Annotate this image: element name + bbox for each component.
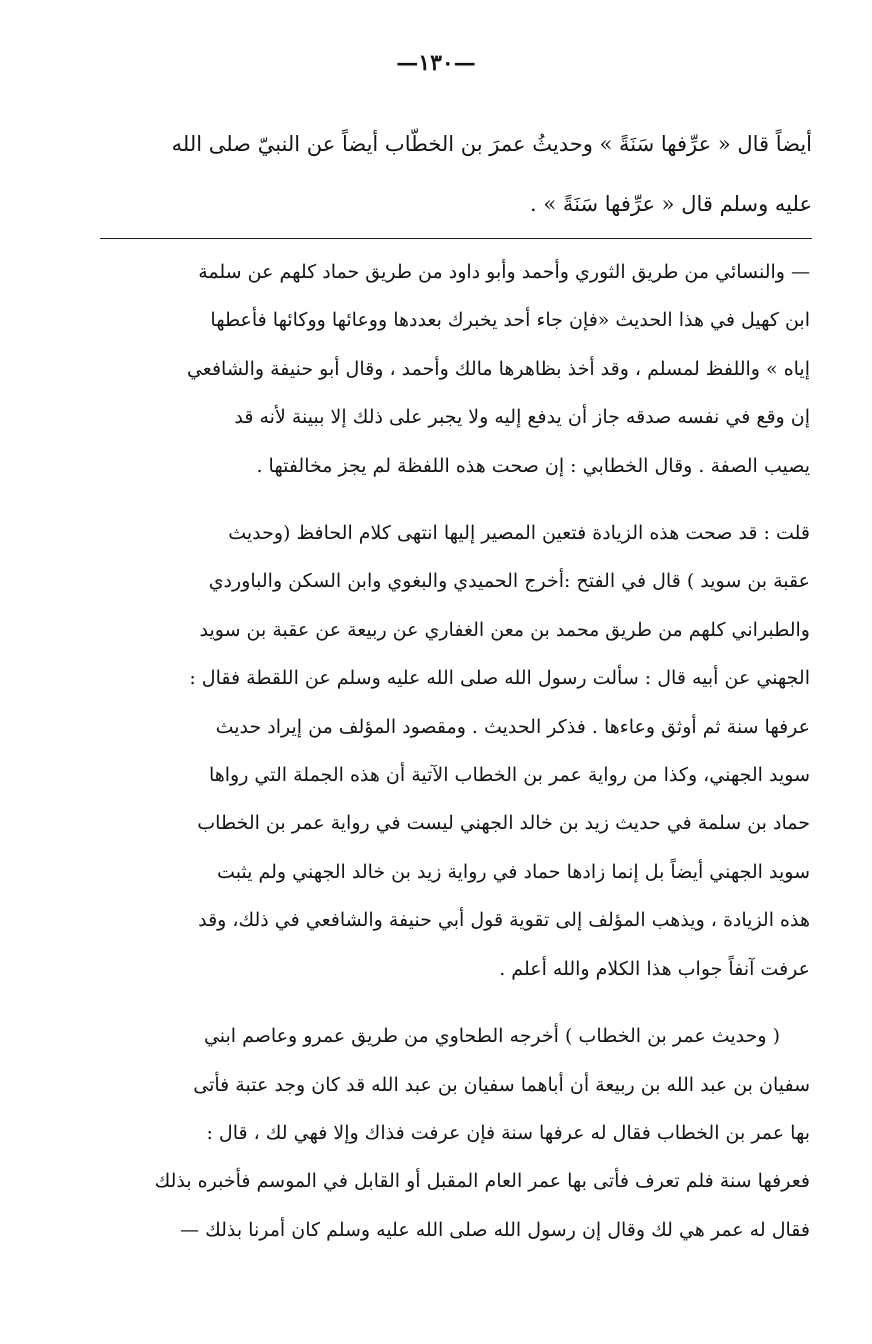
note-paragraph-2 xyxy=(110,509,810,993)
note-line: إن وقع في نفسه صدقه جاز أن يدفع إليه ولا يجبر على ذلك إلا ببينة لأنه قد xyxy=(234,406,810,429)
note-line-text: فقال له عمر هي لك وقال إن رسول الله صلى الله عليه وسلم كان أمرنا بذلك xyxy=(205,1218,810,1241)
note-line: عرفها سنة ثم أوثق وعاءها . فذكر الحديث . ومقصود المؤلف من إيراد حديث xyxy=(215,715,810,738)
note-line: هذه الزيادة ، ويذهب المؤلف إلى تقوية قول أبي حنيفة والشافعي في ذلك، وقد xyxy=(198,909,810,932)
note-line: يصيب الصفة . وقال الخطابي : إن صحت هذه اللفظة لم يجز مخالفتها . xyxy=(256,454,810,477)
note-line: سويد الجهني، وكذا من رواية عمر بن الخطاب الآتية أن هذه الجملة التي رواها xyxy=(208,764,810,787)
note-line: بها عمر بن الخطاب فقال له عرفها سنة فإن عرفت فذاك وإلا فهي لك ، قال : xyxy=(206,1121,810,1144)
note-line: سويد الجهني أيضاً بل إنما زادها حماد في رواية زيد بن خالد الجهني ولم يثبت xyxy=(217,860,810,883)
note-line: ابن كهيل في هذا الحديث «فإن جاء أحد يخبرك بعددها ووعائها ووكائها فأعطها xyxy=(210,309,810,332)
footnote-divider xyxy=(100,238,812,239)
main-text-line: عليه وسلم قال « عرِّفها سَنَةً » . xyxy=(530,192,812,216)
note-line: عرفت آنفاً جواب هذا الكلام والله أعلم . xyxy=(499,957,810,980)
note-line: حماد بن سلمة في حديث زيد بن خالد الجهني ليست في رواية عمر بن الخطاب xyxy=(197,812,810,835)
note-line: سفيان بن عبد الله بن ربيعة أن أباهما سفيان بن عبد الله قد كان وجد عتبة فأتى xyxy=(193,1073,810,1096)
note-line: الجهني عن أبيه قال : سألت رسول الله صلى الله عليه وسلم عن اللقطة فقال : xyxy=(189,667,810,690)
note-line: عقبة بن سويد ) قال في الفتح :أخرج الحميدي والبغوي وابن السكن والباوردي xyxy=(208,570,810,593)
page-number: —١٣٠— xyxy=(396,50,476,76)
note-line: فعرفها سنة فلم تعرف فأتى بها عمر العام المقبل أو القابل في الموسم فأخبره بذلك xyxy=(154,1170,810,1193)
note-line: ( وحديث عمر بن الخطاب ) أخرجه الطحاوي من طريق عمرو وعاصم ابني xyxy=(203,1025,780,1048)
note-line: إياه » واللفظ لمسلم ، وقد أخذ بظاهرها مالك وأحمد ، وقال أبو حنيفة والشافعي xyxy=(186,357,810,380)
note-line xyxy=(110,1206,810,1254)
note-paragraph-3 xyxy=(110,1012,810,1254)
continuation-mark: — xyxy=(180,1218,200,1241)
main-text-line: أيضاً قال « عرِّفها سَنَةً » وحديثُ عمرَ بن الخطّاب أيضاً عن النبيّ صلى الله xyxy=(171,132,812,156)
note-line: والطبراني كلهم من طريق محمد بن معن الغفاري عن ربيعة عن عقبة بن سويد xyxy=(199,618,810,641)
note-paragraph-1 xyxy=(110,248,810,490)
main-text xyxy=(100,114,812,234)
note-line: قلت : قد صحت هذه الزيادة فتعين المصير إليها انتهى كلام الحافظ (وحديث xyxy=(228,522,810,545)
note-line: — والنسائي من طريق الثوري وأحمد وأبو داود من طريق حماد كلهم عن سلمة xyxy=(198,261,810,283)
footnotes xyxy=(110,248,810,1254)
